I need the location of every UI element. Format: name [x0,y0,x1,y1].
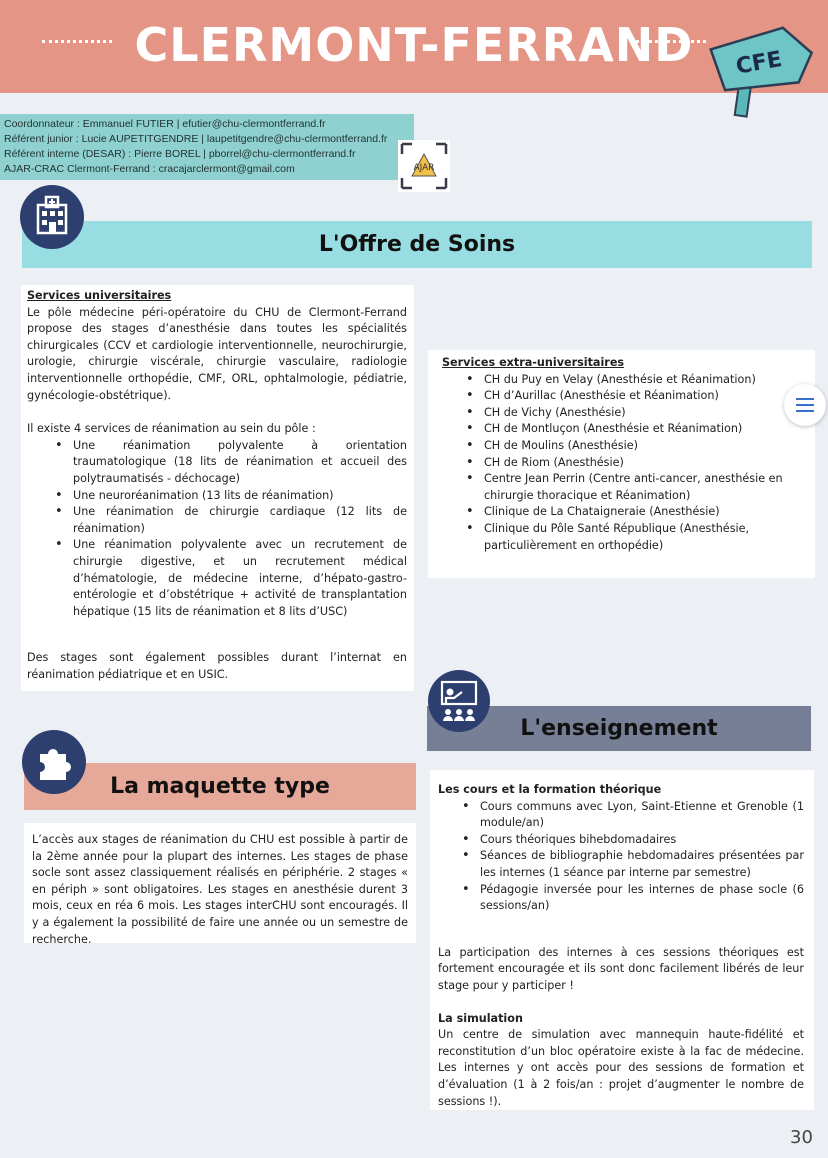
list-item: • Cours communs avec Lyon, Saint-Etienne et Grenoble (1 module/an) [462,799,804,832]
header-banner [0,0,828,93]
hamburger-menu-icon [796,398,814,400]
hospital-icon [20,185,84,249]
list-item: • Une réanimation polyvalente à orientation traumatologique (18 lits de réanimation et accueil des polytraumatisés - déchocage) [55,438,407,488]
maquette-card [24,823,416,946]
univ-outro: Des stages sont également possibles durant l’internat en réanimation pédiatrique et en USIC. [27,651,407,681]
simulation-heading: La simulation [438,1011,523,1025]
enseignement-section-title: L'enseignement [520,716,718,741]
offre-icon-circle [20,185,84,249]
list-item: • Une réanimation de chirurgie cardiaque (12 lits de réanimation) [55,504,407,537]
maquette-text: L’accès aux stages de réanimation du CHU est possible à partir de la 2ème année pour la plupart des internes. Les stages de phase socle sont assez classiquement réalisés en périphérie. 2 stages « en périph » sont obligatoires. Les stages en anesthésie durent 3 mois, ceux en réa 6 mois. Les stages interCHU sont encouragés. Il y a également la possibilité de faire une année ou un semestre de recherche. [32,833,408,946]
rea-intro: Il existe 4 services de réanimation au sein du pôle : [27,422,316,436]
univ-intro: Le pôle médecine péri-opératoire du CHU de Clermont-Ferrand propose des stages d’anesthésie dans toutes les spécialités chirurgicales (CCV et cardiologie interventionnelle, neurochirurgie, urologie, chirurgie viscérale, chirurgie vasculaire, radiologie interventionnelle orthopédie, CMF, ORL, ophtalmologie, pédiatrie, gynécologie-obstétrique). [27,305,407,402]
hamburger-menu-icon [796,410,814,412]
puzzle-icon [22,730,86,794]
univ-heading: Services universitaires [27,289,172,302]
list-item: • CH d’Aurillac (Anesthésie et Réanimation) [466,388,805,405]
list-item: • Pédagogie inversée pour les internes de phase socle (6 sessions/an) [462,882,804,915]
list-item: • CH du Puy en Velay (Anesthésie et Réanimation) [466,372,805,389]
hamburger-menu-icon [796,404,814,406]
teacher-icon [428,670,490,732]
list-item: • Une réanimation polyvalente avec un recrutement de chirurgie digestive, et un recrutement médical d’hématologie, de médecine interne, d’hépato-gastro-entérologie et d’obstétrique + activité de transplantation hépatique (15 lits de réanimation et 8 lits d’USC) [55,537,407,620]
logo-text: AJAR [413,163,435,173]
list-item: • Clinique du Pôle Santé République (Anesthésie, particulièrement en orthopédie) [466,521,805,554]
sign-text: CFE [734,46,784,80]
simulation-text: Un centre de simulation avec mannequin haute-fidélité et reconstitution d’un bloc opératoire existe à la fac de médecine. Les internes y ont accès pour des sessions de formation et d’évaluation (1 à 2 fois/an : projet d’augmenter le nombre de sessions !). [438,1028,804,1108]
contact-referent-junior: Référent junior : Lucie AUPETITGENDRE | laupetitgendre@chu-clermontferrand.fr [4,133,388,145]
list-item: • Une neuroréanimation (13 lits de réanimation) [55,488,407,505]
maquette-icon-circle [22,730,86,794]
offre-section-title-bar [22,221,812,268]
list-item: • Séances de bibliographie hebdomadaires présentées par les internes (1 séance par interne par semestre) [462,848,804,881]
list-item: • Clinique de La Chataigneraie (Anesthésie) [466,504,805,521]
list-item: • CH de Riom (Anesthésie) [466,455,805,472]
contact-coordonnateur: Coordonnateur : Emmanuel FUTIER | efutier@chu-clermontferrand.fr [4,118,326,130]
enseignement-icon-circle [428,670,490,732]
list-item: • CH de Vichy (Anesthésie) [466,405,805,422]
offre-section-title: L'Offre de Soins [318,232,516,257]
extra-list [466,372,805,555]
list-item: • CH de Montluçon (Anesthésie et Réanimation) [466,421,805,438]
enseignement-card [430,770,814,1110]
cours-list [462,799,804,915]
contact-ajar: AJAR-CRAC Clermont-Ferrand : cracajarclermont@gmail.com [4,163,295,175]
contact-referent-interne: Référent interne (DESAR) : Pierre BOREL | pborrel@chu-clermontferrand.fr [4,148,356,160]
contacts-box [0,114,414,180]
participation-text: La participation des internes à ces sessions théoriques est fortement encouragée et ils sont donc facilement libérés de leur stage pour y participer ! [438,945,804,992]
list-item: • Centre Jean Perrin (Centre anti-cancer, anesthésie en chirurgie thoracique et Réanimation) [466,471,805,504]
menu-button[interactable] [784,384,826,426]
cours-heading: Les cours et la formation théorique [438,783,662,796]
list-item: • CH de Moulins (Anesthésie) [466,438,805,455]
page-title: CLERMONT-FERRAND [134,18,694,72]
rea-list [55,438,407,621]
extra-heading: Services extra-universitaires [442,356,625,369]
signpost-icon [708,24,820,120]
services-extra-universitaires-card [428,350,815,578]
page-number: 30 [790,1127,813,1148]
services-universitaires-card [21,285,414,691]
list-item: • Cours théoriques bihebdomadaires [462,832,804,849]
ajar-logo [398,140,450,192]
dotted-line-right [636,40,706,43]
maquette-section-title: La maquette type [110,774,330,799]
